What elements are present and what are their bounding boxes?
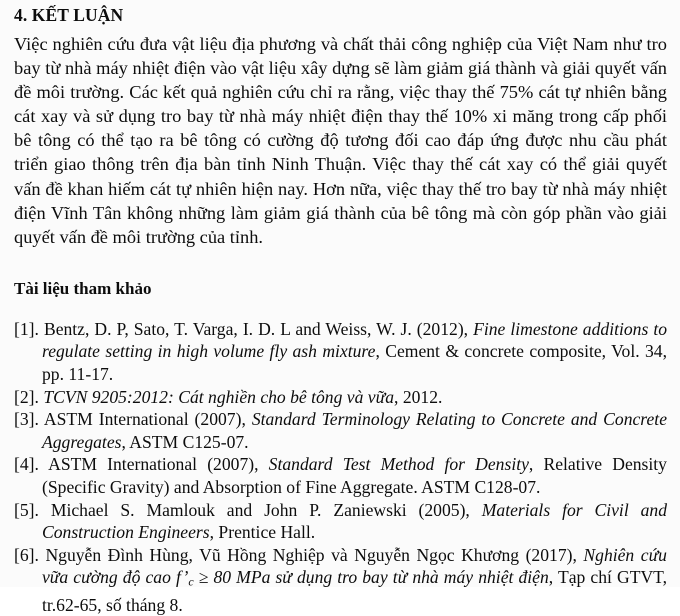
references-heading: Tài liệu tham khảo	[14, 278, 152, 298]
reference-item	[14, 499, 667, 544]
reference-source: , Cement & concrete composite, Vol. 34, pp. 11-17.	[42, 341, 667, 385]
reference-marker: [3].	[14, 409, 39, 430]
reference-title-subscript: c	[188, 575, 194, 589]
reference-source: , Relative Density (Specific Gravity) and Absorption of Fine Aggregate. ASTM C128-07.	[42, 454, 667, 497]
reference-item	[14, 386, 667, 409]
reference-source: , ASTM C125-07.	[121, 431, 249, 452]
reference-authors: ASTM International (2007),	[48, 454, 259, 475]
reference-title-b: ≥ 80 MPa sử dụng tro bay từ nhà máy nhiệt điện	[193, 567, 549, 588]
reference-authors: Nguyễn Đình Hùng, Vũ Hồng Nghiệp và Nguyễn Ngọc Khương (2017),	[45, 544, 577, 565]
reference-title-a: Nghiên cứu vữa cường độ cao f’	[42, 544, 667, 588]
reference-item	[14, 453, 667, 498]
reference-authors: Bentz, D. P, Sato, T. Varga, I. D. L and Weiss, W. J. (2012),	[43, 318, 469, 339]
reference-list	[14, 318, 667, 616]
references-heading-spacer	[14, 300, 667, 318]
reference-marker: [1].	[14, 318, 39, 339]
reference-title: Materials for Civil and Construction Engineers	[42, 499, 667, 543]
paragraph-spacer	[14, 249, 667, 276]
reference-authors: ASTM International (2007),	[43, 409, 246, 430]
reference-item	[14, 544, 667, 616]
reference-title: Fine limestone additions to regulate setting in high volume fly ash mixture	[42, 318, 668, 362]
reference-marker: [5].	[14, 499, 39, 520]
reference-item	[14, 318, 667, 386]
reference-item	[14, 408, 667, 453]
reference-title: Standard Test Method for Density	[268, 454, 529, 475]
reference-source: , Prentice Hall.	[209, 522, 316, 543]
reference-marker: [2].	[14, 386, 39, 407]
reference-authors: Michael S. Mamlouk and John P. Zaniewski (2005),	[50, 499, 470, 520]
reference-title: Standard Terminology Relating to Concrete and Concrete Aggregates	[42, 409, 668, 452]
page-content	[14, 4, 667, 616]
reference-marker: [6].	[14, 544, 39, 565]
reference-source: , Tạp chí GTVT, tr.62-65, số tháng 8.	[42, 567, 667, 615]
reference-title: TCVN 9205:2012: Cát nghiền cho bê tông và vữa	[43, 386, 395, 407]
reference-marker: [4].	[14, 454, 39, 475]
section-heading: 4. KẾT LUẬN	[14, 5, 124, 25]
reference-source: , 2012.	[394, 386, 443, 407]
conclusion-paragraph: Việc nghiên cứu đưa vật liệu địa phương và chất thải công nghiệp của Việt Nam như tro bay từ nhà máy nhiệt điện vào vật liệu xây dựng sẽ làm giảm giá thành và giải quyết vấn đề môi trường. Các kết quả nghiên cứu chỉ ra rằng, việc thay thế 75% cát tự nhiên bằng cát xay và sử dụng tro bay từ nhà máy nhiệt điện thay thế 10% xi măng trong cấp phối bê tông có thể tạo ra bê tông có cường độ tương đối cao đáp ứng được nhu cầu phát triển giao thông trên địa bàn tỉnh Ninh Thuận. Việc thay thế cát xay có thể giải quyết vấn đề khan hiếm cát tự nhiên hiện nay. Hơn nữa, việc thay thế tro bay từ nhà máy nhiệt điện Vĩnh Tân không những làm giảm giá thành của bê tông mà còn góp phần vào giải quyết vấn đề môi trường của tỉnh.	[14, 34, 667, 247]
